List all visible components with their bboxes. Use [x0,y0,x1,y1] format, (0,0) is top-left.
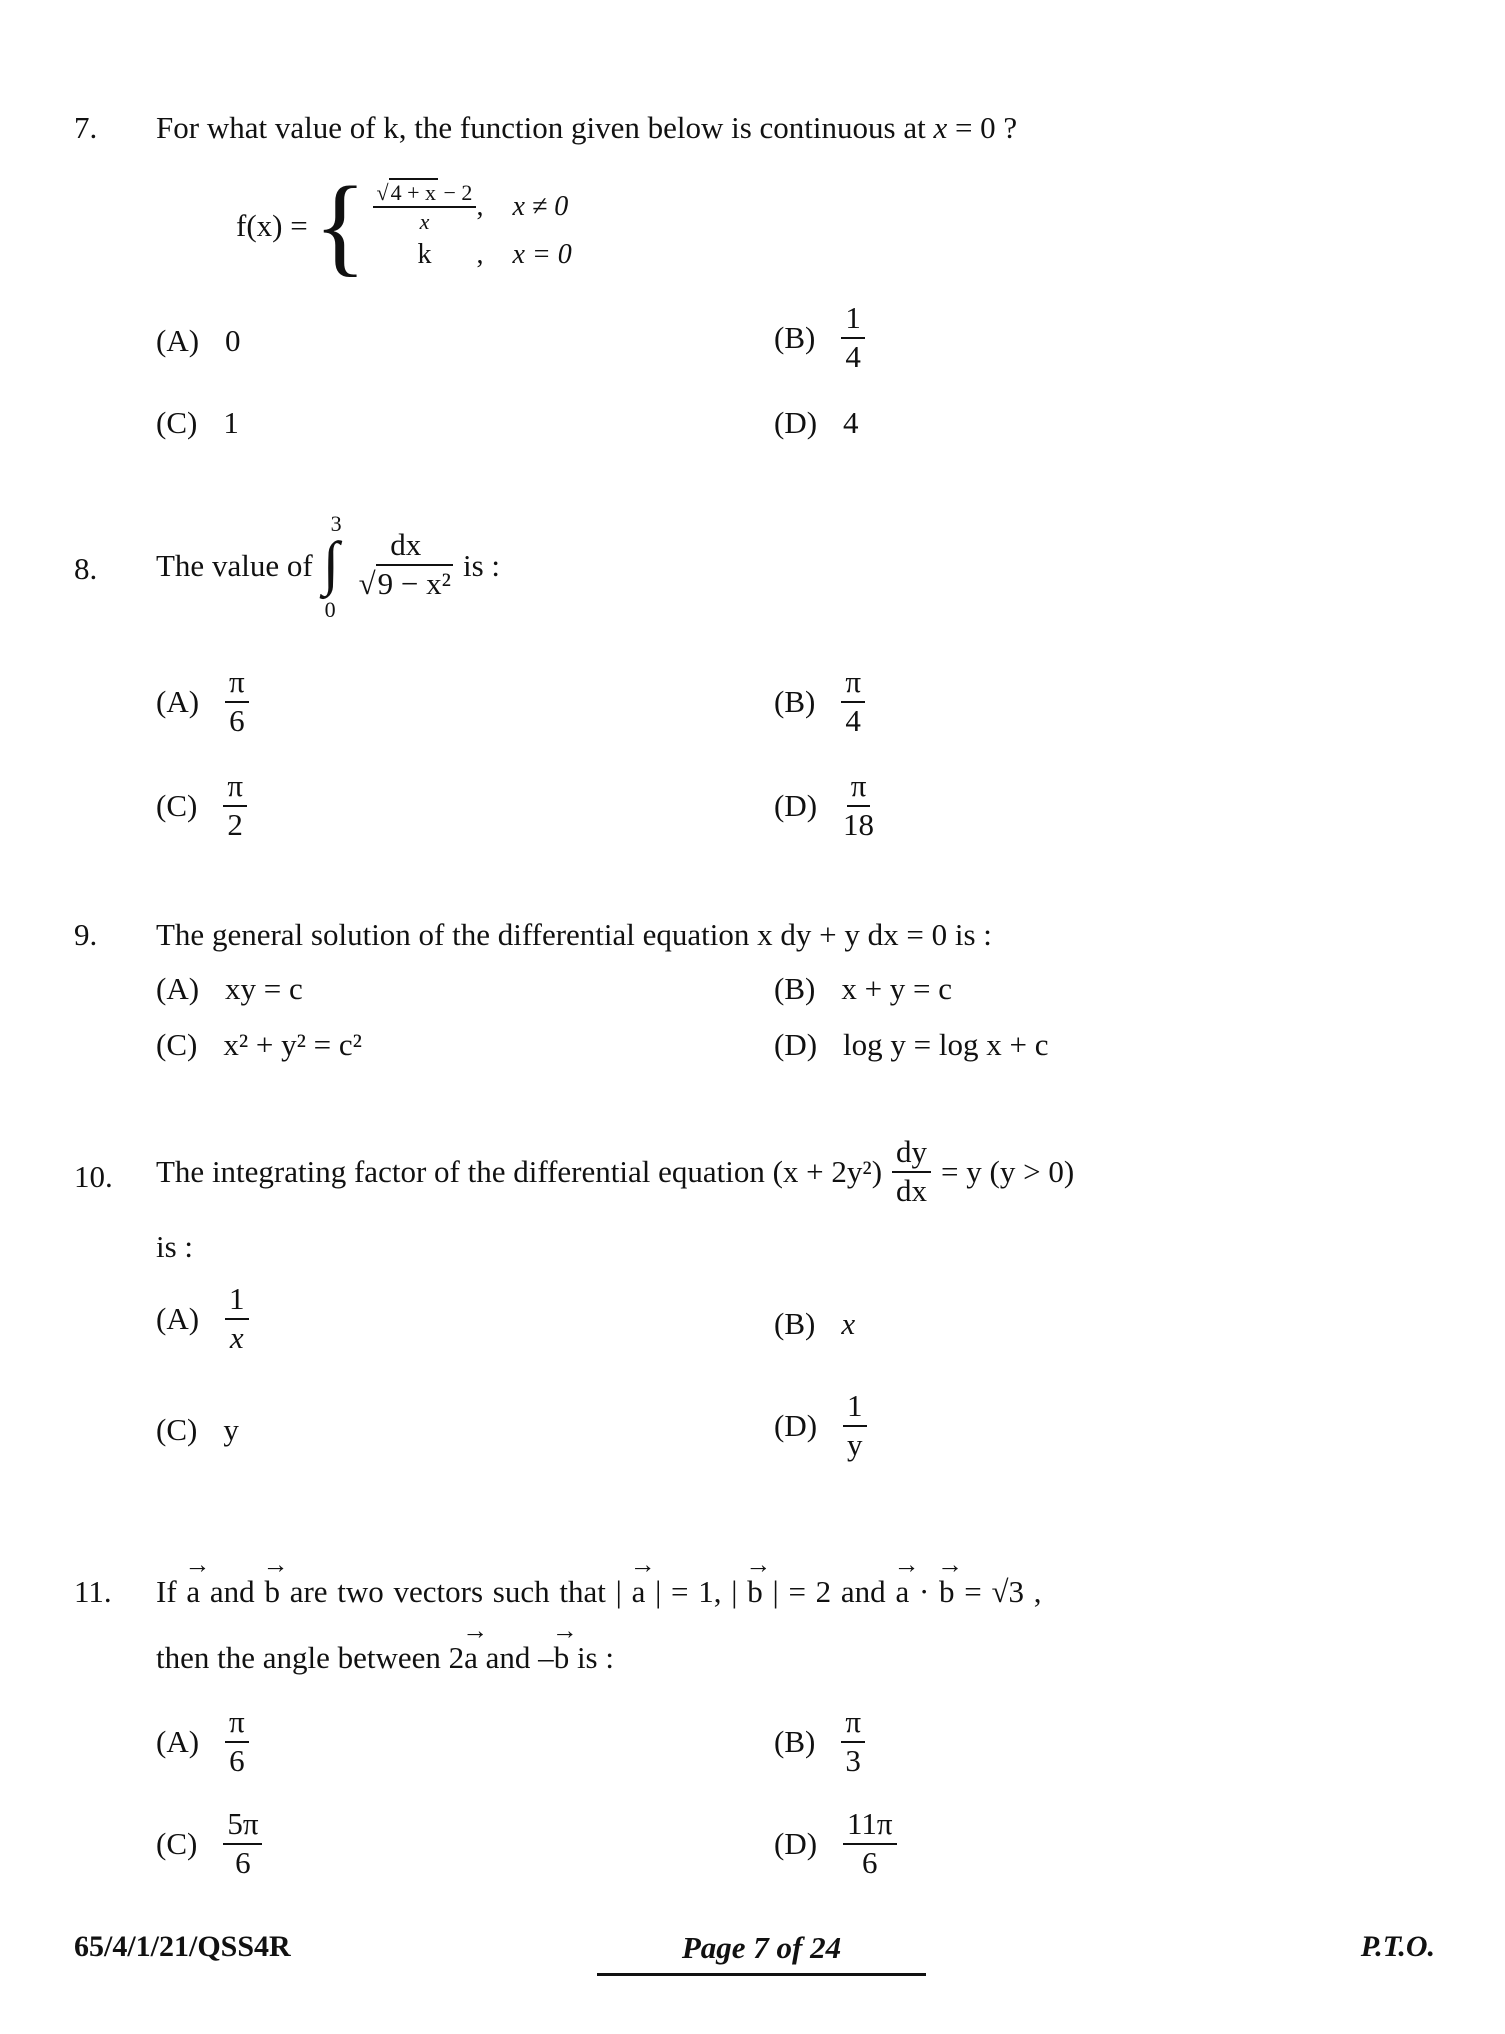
page-underline [597,1973,926,1976]
q9-option-c[interactable] [156,1029,362,1060]
q10-option-a[interactable] [156,1283,249,1354]
math-text: 3 [845,1742,861,1778]
option-fraction [841,302,865,373]
option-label: (C) [156,1027,198,1062]
option-label: (A) [156,971,200,1006]
q10-text [156,1136,1074,1207]
q8-tail: is : [462,547,500,583]
q10-derivative [892,1136,931,1207]
q8-option-b[interactable] [774,666,865,737]
q7-k: k [417,239,432,271]
option-label: (B) [774,971,816,1006]
math-text: π [223,770,247,807]
pto-label: P.T.O. [1360,1930,1435,1963]
q11-option-c[interactable] [156,1808,262,1879]
vector-a: → a [186,1576,200,1607]
q7-option-a[interactable] [156,325,241,356]
math-text: 6 [862,1844,878,1880]
option-label: (C) [156,1826,198,1862]
q7-option-d[interactable] [774,407,859,438]
math-text: 4 [845,702,861,738]
q8-integral: ∫ 3 0 [322,511,342,622]
q10-text-main: The integrating factor of the differential equation (x + 2y²) [156,1154,883,1190]
option-fraction [225,666,249,737]
option-fraction [841,666,865,737]
q8-text [156,510,500,620]
q8-number: 8. [74,551,98,586]
option-value: 0 [225,323,241,358]
option-label: (C) [156,405,198,440]
option-label: (B) [774,1724,816,1760]
q11-option-b[interactable] [774,1706,865,1777]
math-text: dx [386,529,425,566]
q9-text: The general solution of the differential equation x dy + y dx = 0 is : [156,917,992,952]
option-fraction [843,1808,897,1879]
q7-case1: x ≠ 0 [512,191,569,222]
math-text: 6 [235,1844,251,1880]
option-value: 4 [843,405,859,440]
q11-option-d[interactable] [774,1808,897,1879]
q11-option-a[interactable] [156,1706,249,1777]
q7-sqrt-arg: 4 + x [390,179,437,205]
q7-number: 7. [74,110,98,145]
option-label: (A) [156,1301,200,1337]
option-value: log y = log x + c [843,1027,1049,1062]
math-text: 6 [229,1742,245,1778]
option-fraction [841,1706,865,1777]
math-text: π [225,666,249,703]
math-text: dy [892,1136,931,1173]
math-text: x [229,1319,244,1355]
vector-b: → b [939,1576,955,1607]
q7-brace: { [313,164,367,286]
q9-option-a[interactable] [156,973,303,1004]
math-text: then the angle between 2 [156,1640,465,1675]
option-label: (D) [774,788,818,824]
math-text: 1 [225,1283,249,1320]
option-label: (D) [774,1027,818,1062]
math-text: 11π [843,1808,897,1845]
q10-option-d[interactable] [774,1390,867,1461]
q7-fx: f(x) = [236,207,308,243]
math-text: y [847,1426,863,1462]
page-number: Page 7 of 24 [681,1930,842,1965]
option-fraction [843,770,874,841]
q9-option-d[interactable] [774,1029,1049,1060]
option-value: y [223,1412,239,1447]
option-fraction [225,1283,249,1354]
math-text: 1 [841,302,865,339]
vector-a: → a [632,1576,646,1607]
q9-option-b[interactable] [774,973,952,1004]
math-text: | = 1, | [655,1574,738,1609]
q8-option-a[interactable] [156,666,249,737]
option-label: (B) [774,684,816,720]
math-text: π [841,666,865,703]
math-text: · [918,1574,930,1609]
math-text: is : [576,1640,614,1675]
math-text: 2 [227,806,243,842]
q11-line2 [156,1642,614,1673]
vector-a: → a [464,1642,478,1673]
q7-tail: = 0 ? [954,110,1018,145]
math-text: 4 [845,338,861,374]
option-label: (B) [774,1306,816,1341]
option-fraction [225,1706,249,1777]
vector-b: → b [554,1642,570,1673]
vector-b: → b [264,1576,280,1607]
q7-option-b[interactable] [774,302,865,373]
math-text: 6 [229,702,245,738]
option-label: (A) [156,684,200,720]
math-text: π [841,1706,865,1743]
option-fraction [223,770,247,841]
math-text: are two vectors such that | [289,1574,622,1609]
q11-number: 11. [74,1574,112,1609]
q10-tail: = y (y > 0) [941,1154,1075,1190]
q9-number: 9. [74,917,98,952]
option-label: (A) [156,1724,200,1760]
q10-option-c[interactable] [156,1414,239,1445]
math-text: 5π [223,1808,262,1845]
q7-option-c[interactable] [156,407,239,438]
math-text: = √3 , [964,1574,1042,1609]
q7-var: x [933,110,948,145]
option-label: (D) [774,1826,818,1862]
q7-case2: x = 0 [512,239,572,271]
q8-upper: 3 [330,511,342,536]
q8-lower: 0 [324,597,336,622]
q7-function: f(x) = { √4 + x − 2 x , x ≠ 0 k , x = 0 [236,164,572,286]
option-label: (D) [774,405,818,440]
option-value: x² + y² = c² [223,1027,362,1062]
q10-line2: is : [156,1229,194,1264]
option-value: 1 [223,405,239,440]
q8-option-c[interactable] [156,770,247,841]
option-value: x [841,1306,856,1341]
option-label: (B) [774,320,816,356]
math-text: dx [896,1172,928,1208]
math-text: | = 2 and [772,1574,886,1609]
q7-minus2: − 2 [443,179,473,205]
math-text: and – [485,1640,554,1675]
math-text: 9 − x² [377,566,451,601]
q7-fraction: √4 + x − 2 x [373,181,477,233]
option-label: (C) [156,788,198,824]
q7-text [156,112,1017,143]
vector-a: → a [895,1576,909,1607]
option-label: (D) [774,1408,818,1444]
vector-b: → b [747,1576,763,1607]
option-label: (C) [156,1412,198,1447]
option-fraction [223,1808,262,1879]
option-fraction [843,1390,867,1461]
math-text: π [225,1706,249,1743]
math-text: 18 [843,806,875,842]
q8-text-main: The value of [156,547,313,583]
q11-text [156,1576,1042,1607]
q7-text-main: For what value of k, the function given below is continuous at [156,110,926,145]
option-value: x + y = c [841,971,953,1006]
q10-number: 10. [74,1159,113,1194]
q8-integrand: dx √9 − x² [358,527,451,601]
math-text: π [847,770,871,807]
option-label: (A) [156,323,200,358]
q10-option-b[interactable] [774,1308,855,1339]
paper-code: 65/4/1/21/QSS4R [74,1930,291,1963]
math-text: If [156,1574,177,1609]
math-text: 1 [843,1390,867,1427]
q7-den: x [419,209,430,234]
q8-option-d[interactable] [774,770,874,841]
math-text: and [209,1574,255,1609]
option-value: xy = c [225,971,303,1006]
